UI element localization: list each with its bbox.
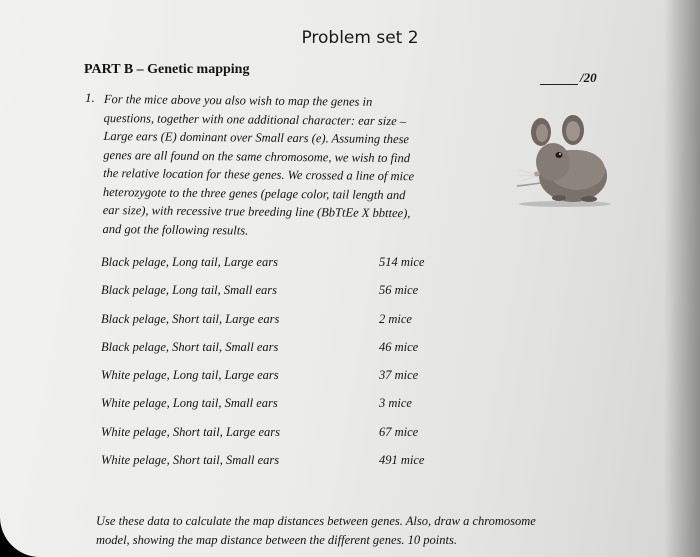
question-line: Large ears (E) dominant over Small ears (e). Assuming these [103,128,410,147]
phenotype-count: 46 mice [379,339,419,354]
phenotype-label: White pelage, Short tail, Large ears [101,424,281,439]
phenotype-count: 67 mice [379,424,419,439]
table-row [101,396,441,424]
phenotype-label: Black pelage, Long tail, Small ears [101,283,278,298]
question-line: For the mice above you also wish to map the genes in [103,91,373,109]
instructions-line: Use these data to calculate the map distances between genes. Also, draw a chromosome [96,514,536,528]
score-blank-line [540,84,578,85]
phenotype-label: White pelage, Long tail, Small ears [101,396,278,411]
table-row [101,368,441,396]
question-line: heterozygote to the three genes (pelage color, tail length and [102,184,406,202]
results-table [101,255,441,481]
phenotype-count: 3 mice [379,396,412,411]
page-shadow [664,0,700,557]
question-line: and got the following results. [102,221,249,238]
table-row [101,425,441,453]
phenotype-label: White pelage, Short tail, Small ears [101,453,280,468]
instructions-line: model, showing the map distance between the different genes. 10 points. [96,533,457,547]
table-row [101,255,441,283]
table-row [101,283,441,311]
phenotype-count: 56 mice [379,283,419,298]
question-line: questions, together with one additional character: ear size – [103,110,407,128]
question-line: the relative location for these genes. We crossed a line of mice [103,165,415,184]
phenotype-label: White pelage, Long tail, Large ears [101,368,279,383]
phenotype-count: 37 mice [379,368,419,383]
score-total: /20 [580,70,597,85]
table-row [101,453,441,481]
question-number: 1. [85,90,95,105]
phenotype-count: 514 mice [379,255,425,269]
phenotype-count: 491 mice [379,453,425,468]
table-row [101,312,441,340]
section-heading: PART B – Genetic mapping [84,62,250,77]
table-row [101,340,441,368]
question-line: ear size), with recessive true breeding line (BbTtEe X bbttee), [102,202,411,221]
phenotype-label: Black pelage, Short tail, Large ears [101,311,280,326]
instructions [96,512,616,550]
question-line: genes are all found on the same chromosome, we wish to find [103,147,411,165]
page-title: Problem set 2 [301,28,419,48]
phenotype-count: 2 mice [379,311,412,326]
question-text [102,90,464,242]
mouse-photo-icon [515,110,615,208]
phenotype-label: Black pelage, Short tail, Small ears [101,339,279,354]
phenotype-label: Black pelage, Long tail, Large ears [101,255,278,269]
